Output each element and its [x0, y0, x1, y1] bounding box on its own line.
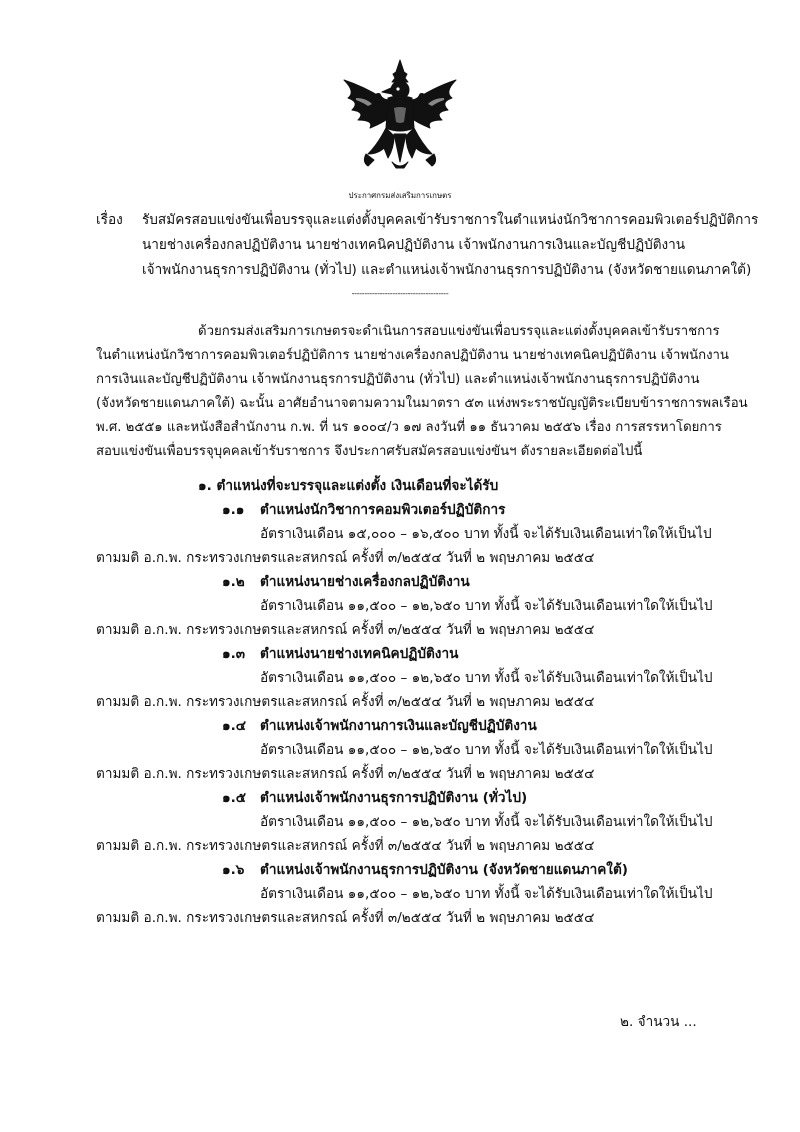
subject-line-2: นายช่างเครื่องกลปฏิบัติงาน นายช่างเทคนิคปฏิบัติงาน เจ้าพนักงานการเงินและบัญชีปฏิบัติงาน [142, 237, 686, 253]
position-title: ตำแหน่งเจ้าพนักงานการเงินและบัญชีปฏิบัติงาน [260, 718, 537, 734]
position-number: ๑.๕ [222, 790, 247, 806]
position-number: ๑.๑ [222, 502, 245, 518]
position-title: ตำแหน่งนายช่างเครื่องกลปฏิบัติงาน [260, 574, 470, 590]
position-salary: อัตราเงินเดือน ๑๕,๐๐๐ – ๑๖,๕๐๐ บาท ทั้งนี้ จะได้รับเงินเดือนเท่าใดให้เป็นไป [260, 526, 712, 542]
position-title: ตำแหน่งนักวิชาการคอมพิวเตอร์ปฏิบัติการ [260, 502, 506, 518]
position-salary: อัตราเงินเดือน ๑๑,๕๐๐ – ๑๒,๖๕๐ บาท ทั้งนี้ จะได้รับเงินเดือนเท่าใดให้เป็นไป [260, 670, 713, 686]
position-number: ๑.๖ [222, 862, 245, 878]
position-resolution: ตามมติ อ.ก.พ. กระทรวงเกษตรและสหกรณ์ ครั้งที่ ๓/๒๕๕๔ วันที่ ๒ พฤษภาคม ๒๕๕๔ [96, 910, 595, 926]
position-title: ตำแหน่งเจ้าพนักงานธุรการปฏิบัติงาน (จังหวัดชายแดนภาคใต้) [260, 862, 628, 878]
position-number: ๑.๓ [222, 646, 246, 662]
title-separator: -------------------------------------- [351, 289, 449, 298]
position-salary: อัตราเงินเดือน ๑๑,๕๐๐ – ๑๒,๖๕๐ บาท ทั้งนี้ จะได้รับเงินเดือนเท่าใดให้เป็นไป [260, 742, 713, 758]
position-title: ตำแหน่งเจ้าพนักงานธุรการปฏิบัติงาน (ทั่วไป) [260, 790, 528, 806]
subject-label: เรื่อง [96, 212, 123, 228]
section-1-heading: ๑. ตำแหน่งที่จะบรรจุและแต่งตั้ง เงินเดือนที่จะได้รับ [198, 478, 499, 494]
intro-line-2: ในตำแหน่งนักวิชาการคอมพิวเตอร์ปฏิบัติการ นายช่างเครื่องกลปฏิบัติงาน นายช่างเทคนิคปฏิบัติงาน เจ้าพนักงาน [96, 348, 729, 363]
position-salary: อัตราเงินเดือน ๑๑,๕๐๐ – ๑๒,๖๕๐ บาท ทั้งนี้ จะได้รับเงินเดือนเท่าใดให้เป็นไป [260, 886, 713, 902]
position-resolution: ตามมติ อ.ก.พ. กระทรวงเกษตรและสหกรณ์ ครั้งที่ ๓/๒๕๕๔ วันที่ ๒ พฤษภาคม ๒๕๕๔ [96, 766, 595, 782]
intro-line-5: พ.ศ. ๒๕๕๑ และหนังสือสำนักงาน ก.พ. ที่ นร ๑๐๐๔/ว ๑๗ ลงวันที่ ๑๑ ธันวาคม ๒๕๕๖ เรื่อง การสรรหาโดยการ [96, 420, 722, 435]
position-salary: อัตราเงินเดือน ๑๑,๕๐๐ – ๑๒,๖๕๐ บาท ทั้งนี้ จะได้รับเงินเดือนเท่าใดให้เป็นไป [260, 598, 713, 614]
position-number: ๑.๔ [222, 718, 247, 734]
position-resolution: ตามมติ อ.ก.พ. กระทรวงเกษตรและสหกรณ์ ครั้งที่ ๓/๒๕๕๔ วันที่ ๒ พฤษภาคม ๒๕๕๔ [96, 694, 595, 710]
subject-line-3: เจ้าพนักงานธุรการปฏิบัติงาน (ทั่วไป) และตำแหน่งเจ้าพนักงานธุรการปฏิบัติงาน (จังหวัดชายแดนภาคใต้) [142, 262, 752, 278]
position-title: ตำแหน่งนายช่างเทคนิคปฏิบัติงาน [260, 646, 459, 662]
position-salary: อัตราเงินเดือน ๑๑,๕๐๐ – ๑๒,๖๕๐ บาท ทั้งนี้ จะได้รับเงินเดือนเท่าใดให้เป็นไป [260, 814, 713, 830]
intro-line-4: (จังหวัดชายแดนภาคใต้) ฉะนั้น อาศัยอำนาจตามความในมาตรา ๕๓ แห่งพระราชบัญญัติระเบียบข้าราชการพลเรือน [96, 396, 748, 411]
announcement-title: ประกาศกรมส่งเสริมการเกษตร [348, 191, 452, 200]
position-resolution: ตามมติ อ.ก.พ. กระทรวงเกษตรและสหกรณ์ ครั้งที่ ๓/๒๕๕๔ วันที่ ๒ พฤษภาคม ๒๕๕๔ [96, 550, 595, 566]
intro-line-1: ด้วยกรมส่งเสริมการเกษตรจะดำเนินการสอบแข่งขันเพื่อบรรจุและแต่งตั้งบุคคลเข้ารับราชการ [198, 324, 720, 339]
intro-line-6: สอบแข่งขันเพื่อบรรจุบุคคลเข้ารับราชการ จึงประกาศรับสมัครสอบแข่งขันฯ ดังรายละเอียดต่อไปนี้ [96, 444, 643, 459]
position-resolution: ตามมติ อ.ก.พ. กระทรวงเกษตรและสหกรณ์ ครั้งที่ ๓/๒๕๕๔ วันที่ ๒ พฤษภาคม ๒๕๕๔ [96, 622, 595, 638]
subject-line-1: รับสมัครสอบแข่งขันเพื่อบรรจุและแต่งตั้งบุคคลเข้ารับราชการในตำแหน่งนักวิชาการคอมพิวเตอร์ปฏิบัติการ [142, 212, 759, 228]
position-number: ๑.๒ [222, 574, 245, 590]
intro-line-3: การเงินและบัญชีปฏิบัติงาน เจ้าพนักงานธุรการปฏิบัติงาน (ทั่วไป) และตำแหน่งเจ้าพนักงานธุรการปฏิบัติงาน [96, 372, 700, 387]
position-resolution: ตามมติ อ.ก.พ. กระทรวงเกษตรและสหกรณ์ ครั้งที่ ๓/๒๕๕๔ วันที่ ๒ พฤษภาคม ๒๕๕๔ [96, 838, 595, 854]
page-continuation: ๒. จำนวน ... [620, 1014, 697, 1030]
garuda-emblem-icon [338, 58, 462, 180]
